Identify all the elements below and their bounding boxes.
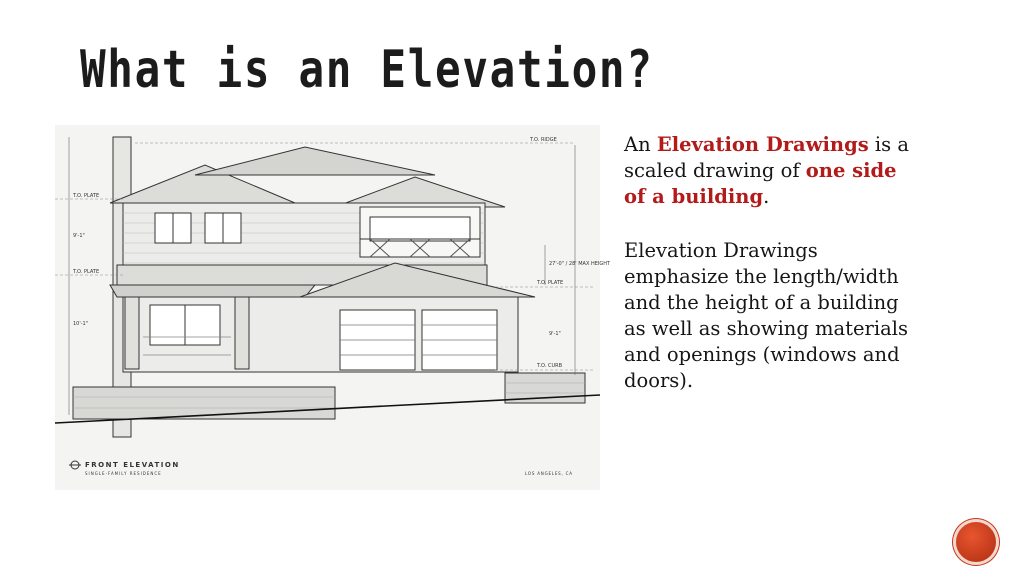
city-label: LOS ANGELES, CA [525, 471, 573, 476]
to-plate-right-label: T.O. PLATE [537, 280, 564, 286]
definition-pre: An [624, 133, 657, 156]
front-elevation-label: FRONT ELEVATION [85, 461, 180, 469]
explanation-paragraph: Elevation Drawings emphasize the length/width and the height of a building as well as showing materials and openings (windows and doors). [624, 239, 908, 392]
to-curb-label: T.O. CURB [537, 363, 563, 369]
definition-emphasis: one side of a building [624, 159, 897, 208]
dim-lower-label: 10'-1" [73, 321, 89, 327]
residence-sublabel: SINGLE-FAMILY RESIDENCE [85, 471, 162, 476]
definition-mid: is a scaled drawing of [624, 133, 909, 182]
to-plate-upper-label: T.O. PLATE [73, 193, 100, 199]
front-elevation-drawing [55, 125, 611, 490]
definition-paragraph [624, 132, 924, 210]
to-plate-mid-label: T.O. PLATE [73, 269, 100, 275]
definition-term: Elevation Drawings [656, 133, 869, 156]
dim-upper-label: 9'-1" [73, 233, 85, 239]
to-ridge-label: T.O. RIDGE [530, 137, 557, 143]
slide-title: What is an Elevation? [80, 40, 654, 100]
dim-max-label: 27'-0" / 28' MAX HEIGHT [549, 261, 611, 267]
slide-number-badge [956, 522, 996, 562]
definition-post: . [763, 185, 770, 208]
dim-right-label: 9'-1" [549, 331, 561, 337]
slide-body [624, 132, 924, 422]
